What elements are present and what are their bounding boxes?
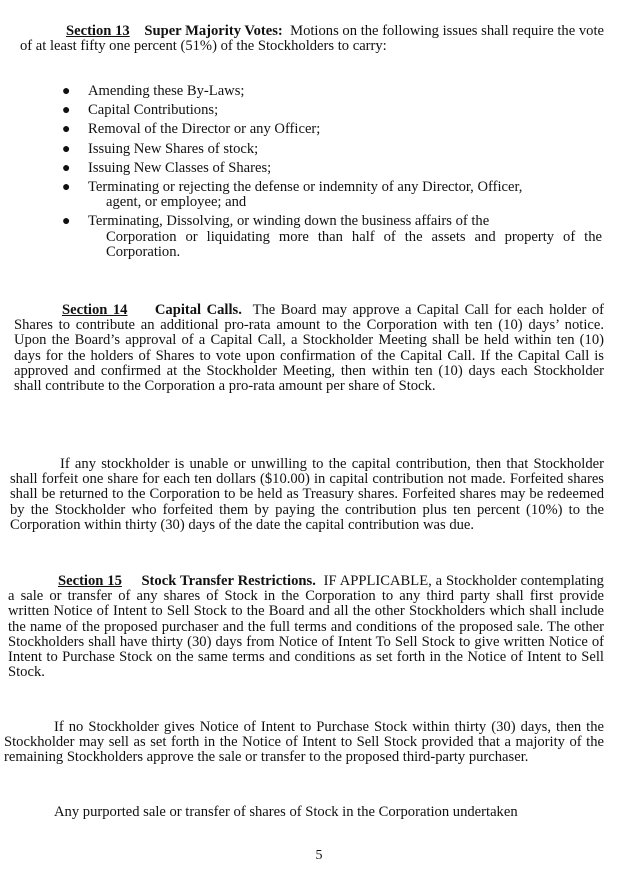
section-15-paragraph-1-text: IF APPLICABLE, a Stockholder contemplating a sale or transfer of any shares of Stock in the Corporation to any third party shall first provide written Notice of Intent to Sell Stock to the Board and all the other Stockholders which shall include the name of the proposed purchaser and the full terms and conditions of the proposed sale. The other Stockholders shall have thirty (30) days from Notice of Intent To Sell Stock to give written Notice of Intent to Purchase Stock on the same terms and conditions as set forth in the Notice of Intent to Sell Stock. [8,573,604,681]
section-15-paragraph-2: If no Stockholder gives Notice of Intent to Purchase Stock within thirty (30) days, then the Stockholder may sell as set forth in the Notice of Intent to Sell Stock provided that a majority of the remaining Stockholders approve the sale or transfer to the proposed third-party purchaser. [4,719,604,766]
section-15-number: Section 15 [58,573,122,589]
list-item: ● Issuing New Shares of stock; [62,140,259,157]
section-13-title: Super Majority Votes: [144,23,283,39]
bullet-icon: ● [62,160,71,176]
bullet-icon: ● [62,84,71,99]
section-13-bullet-list [62,84,602,264]
list-item: ● Issuing New Classes of Shares; [62,159,272,176]
page-number: 5 [315,848,323,863]
list-item: ● Amending these By-Laws; [62,83,245,99]
section-14-paragraph-1-text: The Board may approve a Capital Call for each holder of Shares to contribute an additional pro-rata amount to the Corporation with ten (10) days’ notice. Upon the Board’s approval of a Capital Call, a Stockholder Meeting shall be held within ten (10) days for the holders of Shares to vote upon confirmation of the Capital Call. If the Capital Call is approved and confirmed at the Stockholder Meeting, then within ten (10) days each Stockholder shall contribute to the Corporation a pro-rata amount per share of Stock. [14,302,604,395]
list-item: ● Removal of the Director or any Officer; [62,121,321,138]
bullet-icon: ● [62,180,71,196]
section-15-paragraph-3: Any purported sale or transfer of shares of Stock in the Corporation undertaken [54,804,518,820]
bullet-icon: ● [62,103,71,119]
section-13-number: Section 13 [66,23,130,39]
section-13-intro-text: Motions on the following issues shall require the vote of at least fifty one percent (51%) of the Stockholders to carry: [20,23,604,55]
bullet-icon: ● [62,141,71,157]
section-14-paragraph-1 [14,303,604,394]
section-14-title: Capital Calls. [154,302,242,318]
bullet-icon: ● [62,214,71,230]
list-item: ● Terminating, Dissolving, or winding down the business affairs of the Corporation or liquidating more than half of the assets and property of the Corporation. [62,213,602,260]
section-15-paragraph-1 [8,574,604,680]
section-14-number: Section 14 [62,302,128,318]
section-14-paragraph-2: If any stockholder is unable or unwilling to the capital contribution, then that Stockholder shall forfeit one share for each ten dollars ($10.00) in capital contribution not made. Forfeited shares shall be returned to the Corporation to be held as Treasury shares. Forfeited shares may be redeemed by the Stockholder who forfeited them by paying the contribution plus ten percent (10%) to the Corporation within thirty (30) days of the date the capital contribution was due. [10,456,604,533]
section-15-title: Stock Transfer Restrictions. [141,573,316,589]
list-item: ● Terminating or rejecting the defense or indemnity of any Director, Officer, agent, or employee; and [62,179,523,211]
bullet-icon: ● [62,122,71,138]
section-13-intro [20,24,604,54]
list-item: ● Capital Contributions; [62,102,219,119]
